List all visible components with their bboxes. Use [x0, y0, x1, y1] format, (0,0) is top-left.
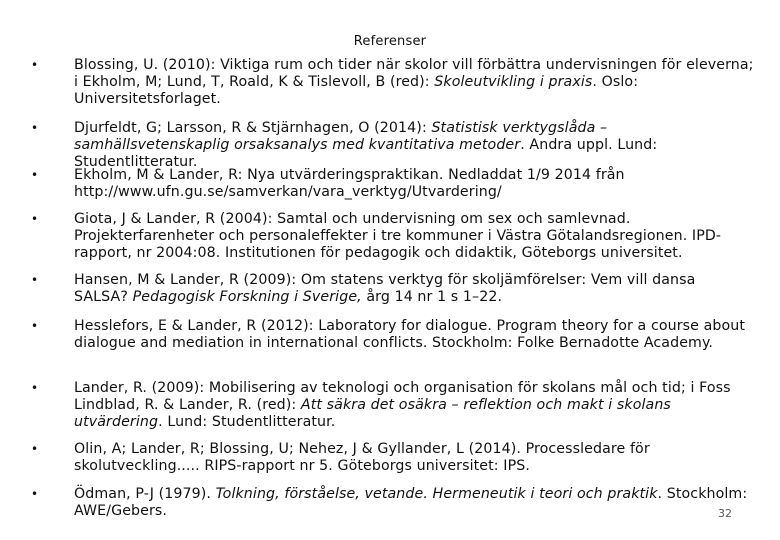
bullet: • — [31, 121, 39, 135]
reference-text: Ödman, P-J (1979). — [74, 486, 216, 502]
reference-item — [31, 486, 754, 520]
reference-italic-text: Att säkra det osäkra – reflektion och makt i skolans utvärdering — [74, 397, 671, 430]
reference-text: . Stockholm: AWE/Gebers. — [74, 486, 748, 519]
bullet: • — [31, 381, 39, 395]
bullet: • — [31, 212, 39, 226]
bullet: • — [31, 273, 39, 287]
reference-item — [31, 211, 754, 262]
reference-item — [31, 318, 754, 352]
reference-text: . Lund: Studentlitteratur. — [158, 414, 336, 430]
reference-text: Djurfeldt, G; Larsson, R & Stjärnhagen, O (2014): — [74, 120, 432, 136]
reference-text: årg 14 nr 1 s 1–22. — [361, 289, 503, 305]
reference-text: Lander, R. (2009): Mobilisering av teknologi och organisation för skolans mål och tid; i Foss Lindblad, R. & Lander, R. (red): — [74, 380, 731, 413]
reference-item — [31, 167, 754, 201]
bullet: • — [31, 168, 39, 182]
bullet: • — [31, 442, 39, 456]
reference-item — [31, 120, 754, 171]
reference-text: Hansen, M & Lander, R (2009): Om statens verktyg för skoljämförelser: Vem vill dansa SALSA? — [74, 272, 696, 305]
reference-italic-text: Skoleutvikling i praxis — [434, 74, 593, 90]
reference-item — [31, 441, 754, 475]
reference-item — [31, 380, 754, 431]
reference-text: Olin, A; Lander, R; Blossing, U; Nehez, J & Gyllander, L (2014). Processledare för skolutveckling..... RIPS-rapport nr 5. Göteborgs universitet: IPS. — [74, 441, 650, 474]
reference-text: Ekholm, M & Lander, R: Nya utvärderingspraktikan. Nedladdat 1/9 2014 från http://www.ufn.gu.se/samverkan/vara_verktyg/Utvardering/ — [74, 167, 625, 200]
reference-italic-text: Tolkning, förståelse, vetande. Hermeneutik i teori och praktik — [215, 486, 658, 502]
reference-italic-text: Statistisk verktygslåda – samhällsvetenskaplig orsaksanalys med kvantitativa metoder — [74, 120, 608, 153]
reference-text: Blossing, U. (2010): Viktiga rum och tider när skolor vill förbättra undervisningen för eleverna; i Ekholm, M; Lund, T, Roald, K & Tislevoll, B (red): — [74, 57, 754, 90]
reference-item — [31, 272, 754, 306]
bullet: • — [31, 319, 39, 333]
bullet: • — [31, 58, 39, 72]
reference-item — [31, 57, 754, 108]
reference-text: . Andra uppl. Lund: Studentlitteratur. — [74, 137, 658, 170]
reference-italic-text: Pedagogisk Forskning i Sverige, — [132, 289, 362, 305]
reference-text: Hesslefors, E & Lander, R (2012): Laboratory for dialogue. Program theory for a course about dialogue and mediation in international conflicts. Stockholm: Folke Bernadotte Academy. — [74, 318, 746, 351]
bullet: • — [31, 487, 39, 501]
reference-text: . Oslo: Universitetsforlaget. — [74, 74, 639, 107]
page-number: 32 — [718, 507, 732, 520]
reference-text: Giota, J & Lander, R (2004): Samtal och undervisning om sex och samlevnad. Projekterfarenheter och personaleffekter i tre kommuner i Västra Götalandsregionen. IPD-rapport, nr 2004:08. Institutionen för pedagogik och didaktik, Göteborgs universitet. — [74, 211, 722, 261]
slide-title: Referenser — [353, 34, 427, 49]
